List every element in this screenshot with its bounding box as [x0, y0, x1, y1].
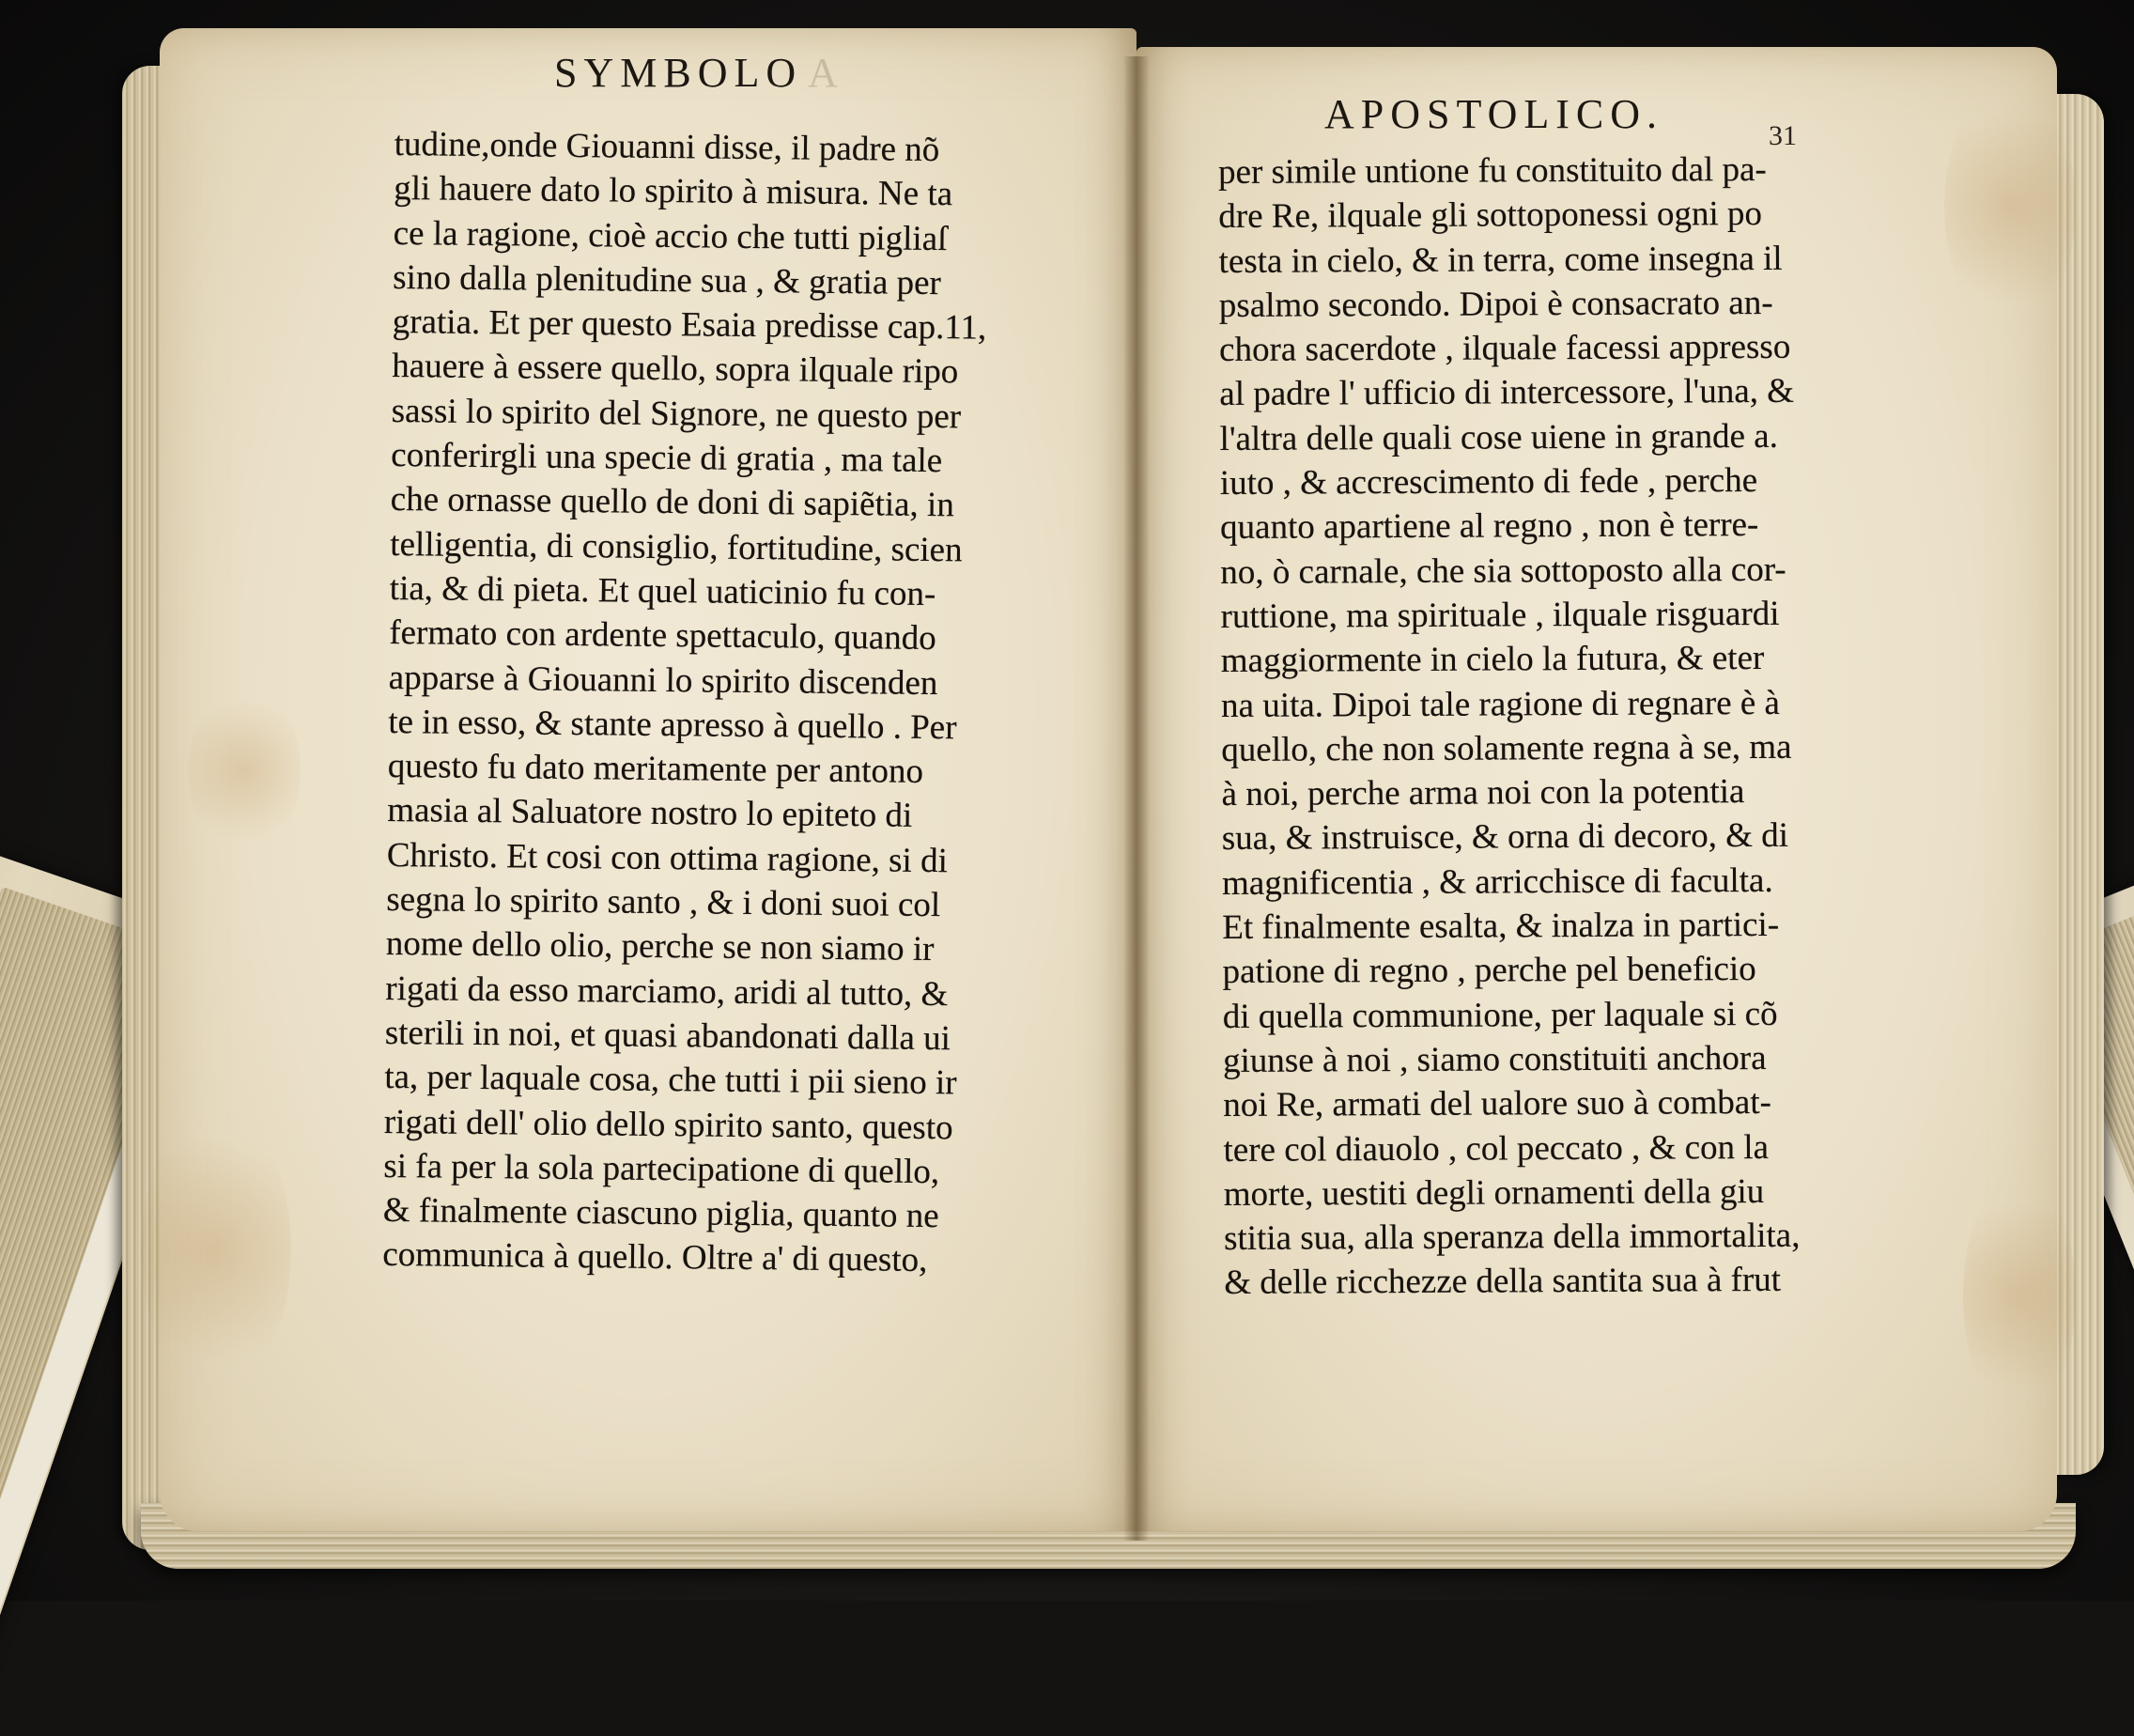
text-line: sino dalla plenitudine sua , & gratia per	[393, 257, 942, 302]
right-page-text	[1218, 147, 1801, 1306]
text-line: Christo. Et cosi con ottima ragione, si di	[386, 835, 949, 880]
foxing-stain	[1963, 1174, 2076, 1418]
text-line: noi Re, armati del ualore suo à combat-	[1223, 1083, 1772, 1125]
text-line: per simile untione fu constituito dal pa-	[1218, 149, 1767, 192]
text-line: al padre l' ufficio di intercessore, l'una, &	[1219, 372, 1795, 414]
left-page-text	[382, 122, 988, 1283]
text-line: hauere à essere quello, sopra ilquale ripo	[392, 347, 959, 392]
text-line: telligentia, di consiglio, fortitudine, scien	[390, 524, 963, 570]
text-line: communica à quello. Oltre a' di questo,	[382, 1235, 928, 1280]
running-head-left-text: SYMBOLO	[554, 50, 803, 96]
text-line: magnificentia , & arricchisce di faculta.	[1221, 860, 1773, 903]
text-line: masia al Saluatore nostro lo epiteto di	[387, 791, 913, 836]
text-line: tere col diauolo , col peccato , & con la	[1223, 1127, 1770, 1170]
text-line: tia, & di pieta. Et quel uaticinio fu con-	[389, 568, 936, 614]
foxing-stain	[141, 1108, 291, 1390]
text-line: & finalmente ciascuno piglia, quanto ne	[382, 1191, 939, 1236]
text-line: à noi, perche arma noi con la potentia	[1221, 772, 1745, 814]
text-line: patione di regno , perche pel beneficio	[1222, 950, 1756, 992]
text-line: gli hauere dato lo spirito à misura. Ne ta	[394, 169, 953, 214]
text-line: l'altra delle quali cose uiene in grande a.	[1219, 416, 1779, 458]
running-head-left	[554, 49, 844, 97]
page-number: 31	[1769, 120, 1797, 151]
text-line: di quella communione, per laquale si cõ	[1222, 994, 1778, 1036]
text-line: dre Re, ilquale gli sottoponessi ogni po	[1218, 194, 1763, 237]
text-line: questo fu dato meritamente per antono	[387, 747, 924, 792]
text-line: quello, che non solamente regna à se, ma	[1221, 727, 1792, 769]
text-line: Et finalmente esalta, & inalza in partici-	[1222, 905, 1780, 948]
text-line: te in esso, & stante apresso à quello . Per	[388, 702, 957, 748]
text-line: sterili in noi, et quasi abandonati dalla ui	[384, 1013, 951, 1059]
text-line: testa in cielo, & in terra, come insegna il	[1218, 239, 1783, 281]
text-line: psalmo secondo. Dipoi è consacrato an-	[1218, 283, 1773, 325]
text-line: gratia. Et per questo Esaia predisse cap.11,	[392, 302, 987, 348]
text-line: & delle ricchezze della santita sua à frut	[1224, 1261, 1782, 1303]
text-line: quanto apartiene al regno , non è terre-	[1219, 505, 1759, 548]
text-line: na uita. Dipoi tale ragione di regnare è à	[1220, 683, 1781, 725]
show-through-letter: A	[808, 50, 844, 96]
foxing-stain	[188, 686, 301, 855]
text-line: morte, uestiti degli ornamenti della giu	[1223, 1171, 1765, 1214]
text-line: ta, per laquale cosa, che tutti i pii sieno ir	[384, 1058, 957, 1103]
text-line: conferirgli una specie di gratia , ma tale	[391, 436, 943, 481]
foxing-stain	[1944, 85, 2076, 329]
running-head-right: APOSTOLICO.	[1324, 91, 1664, 137]
text-line: fermato con ardente spettaculo, quando	[389, 613, 937, 659]
text-line: maggiormente in cielo la futura, & eter	[1220, 639, 1765, 681]
text-line: apparse à Giouanni lo spirito discenden	[388, 658, 938, 703]
text-line: sassi lo spirito del Signore, ne questo per	[391, 391, 962, 437]
text-line: rigati da esso marciamo, aridi al tutto, &	[385, 969, 949, 1014]
text-line: che ornasse quello de doni di sapiẽtia, in	[390, 480, 955, 525]
text-line: rigati dell' olio dello spirito santo, questo	[383, 1102, 953, 1147]
text-line: tudine,onde Giouanni disse, il padre nõ	[394, 124, 940, 170]
text-line: giunse à noi , siamo constituiti anchora	[1222, 1038, 1767, 1080]
text-line: sua, & instruisce, & orna di decoro, & di	[1221, 816, 1789, 859]
text-line: ruttione, ma spirituale , ilquale risguardi	[1220, 594, 1780, 636]
text-line: stitia sua, alla speranza della immortalita,	[1223, 1216, 1801, 1259]
book-gutter	[1123, 56, 1150, 1541]
text-line: chora sacerdote , ilquale facessi appresso	[1219, 328, 1791, 370]
text-line: iuto , & accrescimento di fede , perche	[1219, 461, 1758, 504]
text-line: segna lo spirito santo , & i doni suoi col	[386, 880, 941, 925]
text-line: ce la ragione, cioè accio che tutti pigliaſ	[393, 213, 948, 258]
text-line: nome dello olio, perche se non siamo ir	[385, 924, 935, 969]
text-line: no, ò carnale, che sia sottoposto alla cor-	[1220, 550, 1786, 592]
text-line: si fa per la sola partecipatione di quello,	[383, 1146, 940, 1191]
